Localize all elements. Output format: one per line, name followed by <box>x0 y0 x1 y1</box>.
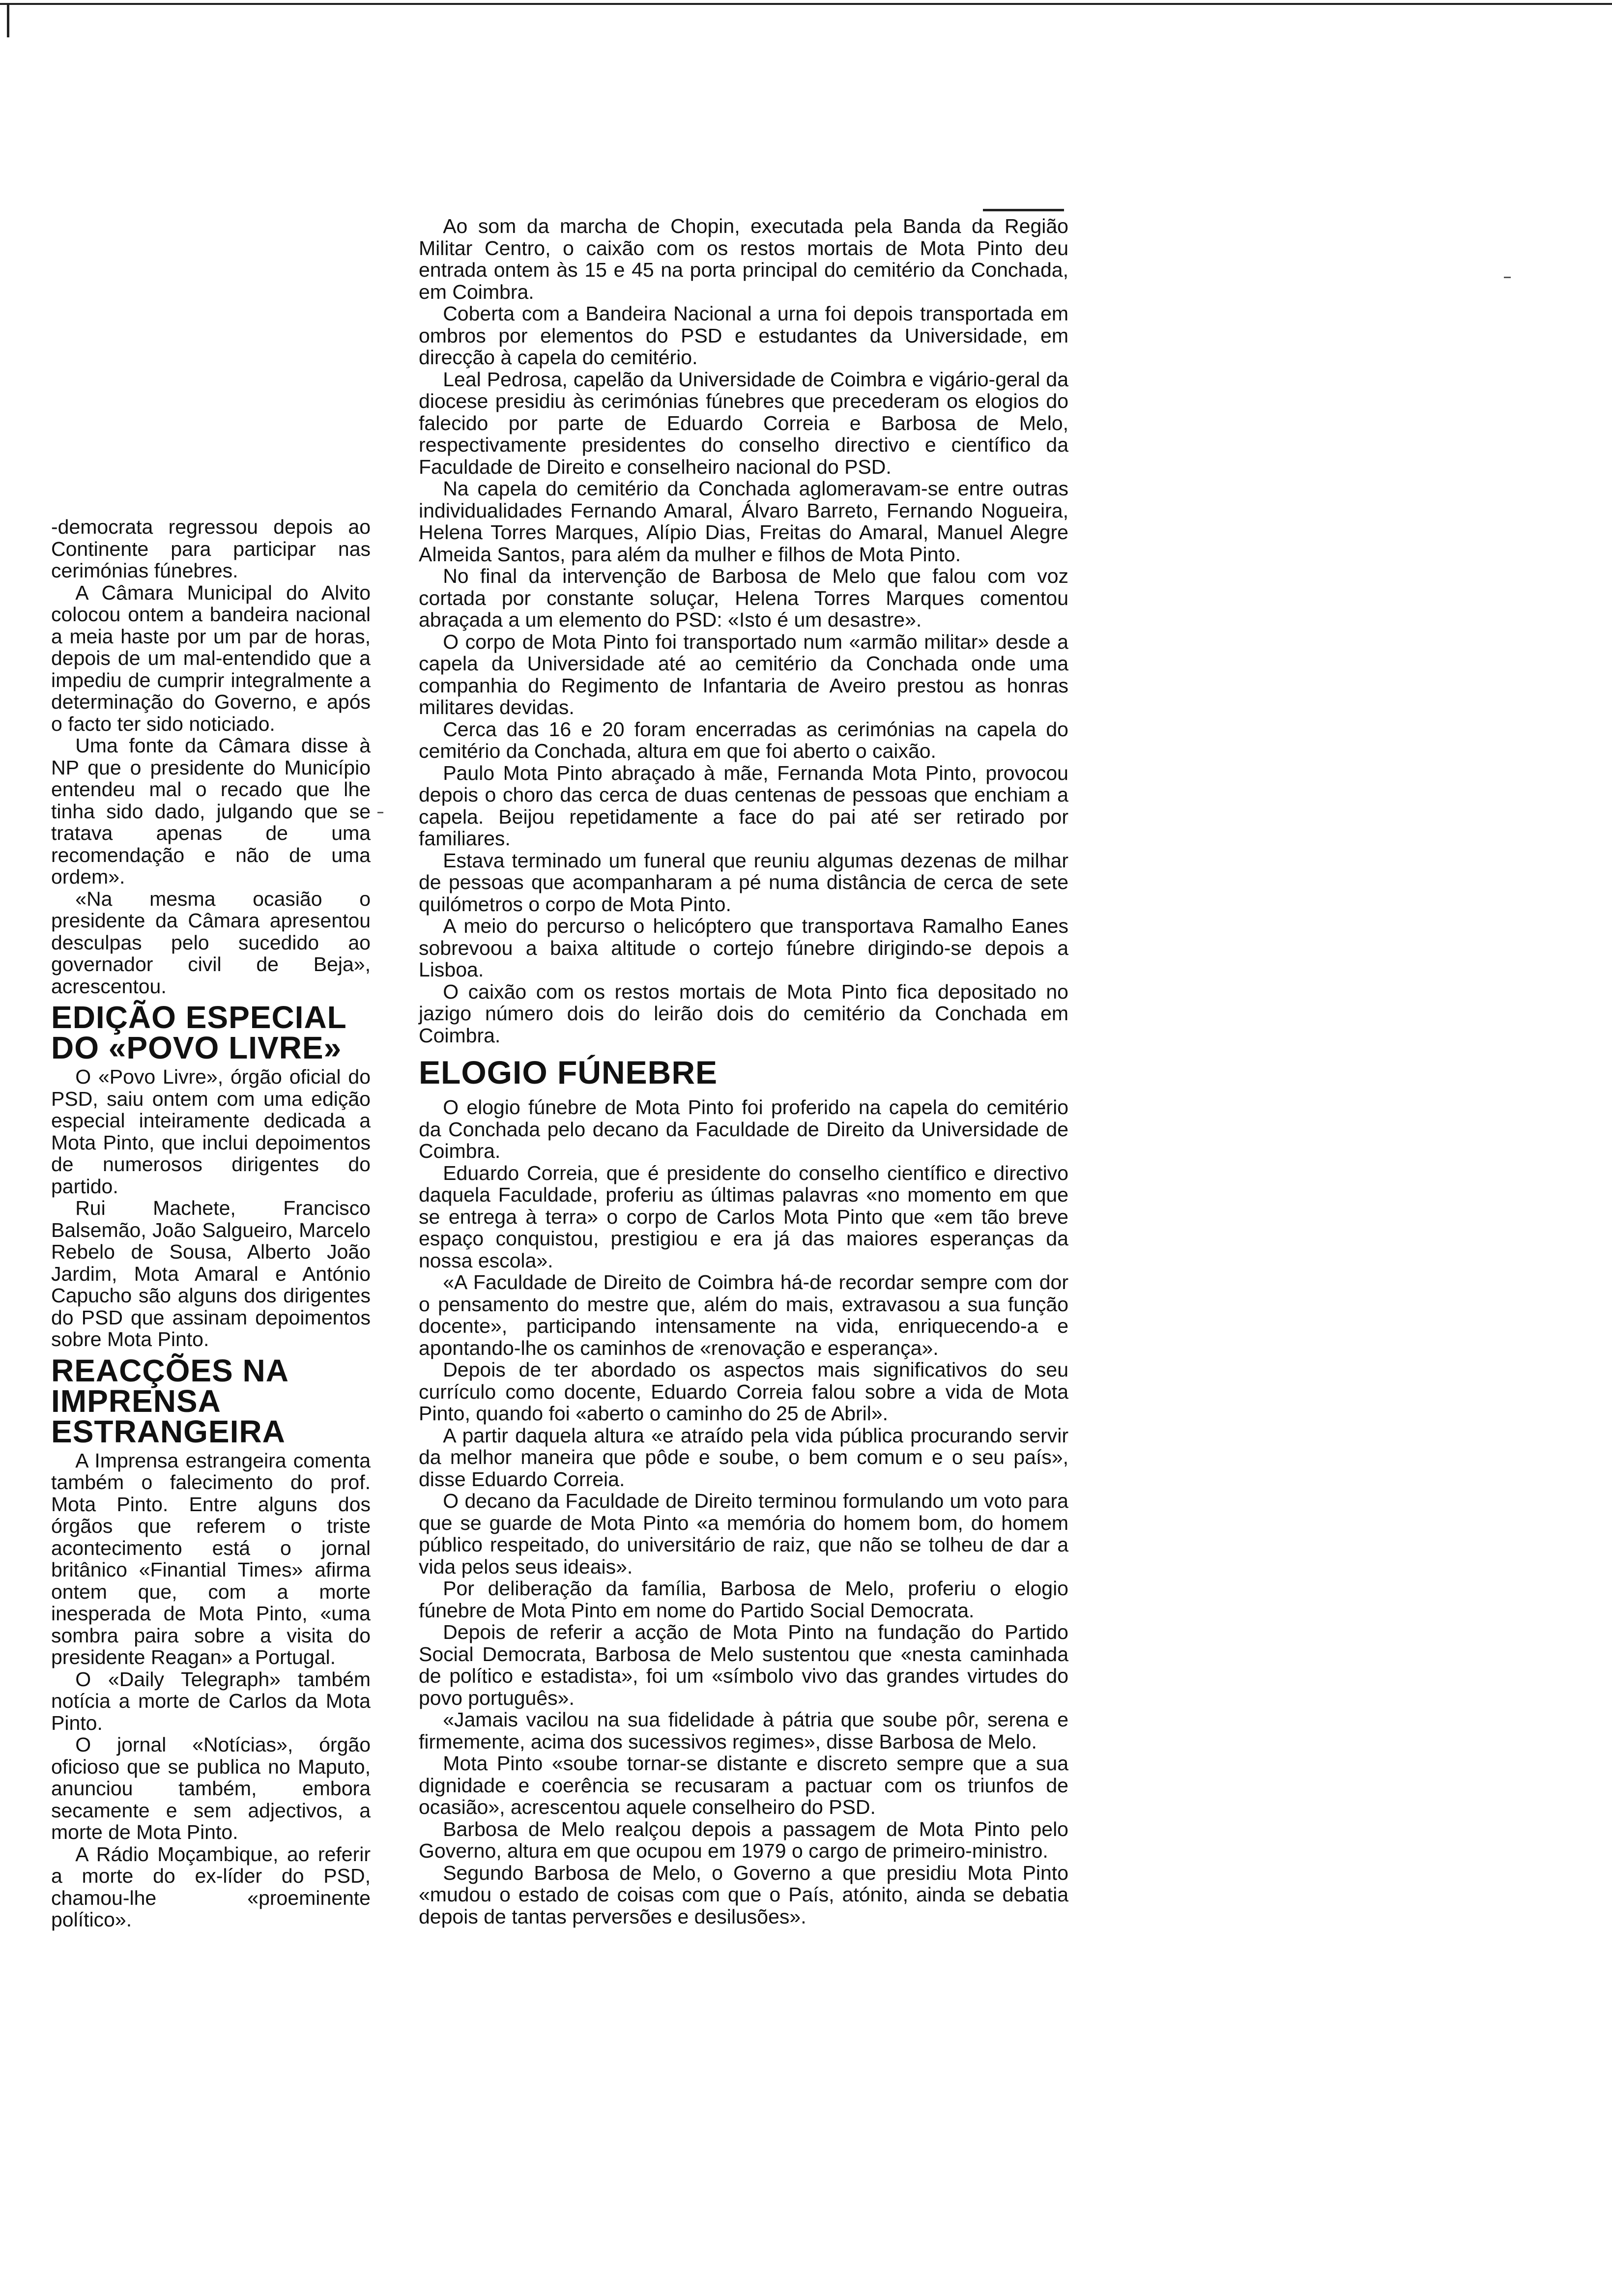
paragraph: A Rádio Moçambique, ao referir a morte do ex-líder do PSD, chamou-lhe «proeminente político». <box>51 1842 371 1931</box>
paragraph: Coberta com a Bandeira Nacional a urna foi depois transportada em ombros por elementos do PSD e estudantes da Universidade, em direcção à capela do cemitério. <box>419 302 1068 369</box>
paragraph: Mota Pinto «soube tornar-se distante e discreto sempre que a sua dignidade e coerência se recusaram a pactuar com os triunfos de ocasião», acrescentou aquele conselheiro do PSD. <box>419 1752 1068 1818</box>
corner-rule <box>7 3 9 37</box>
paragraph: Por deliberação da família, Barbosa de Melo, proferiu o elogio fúnebre de Mota Pinto em nome do Partido Social Democrata. <box>419 1577 1068 1622</box>
paragraph: Rui Machete, Francisco Balsemão, João Salgueiro, Marcelo Rebelo de Sousa, Alberto João Jardim, Mota Amaral e António Capucho são alguns dos dirigentes do PSD que assinam depoimentos sobre Mota Pinto. <box>51 1197 371 1350</box>
section-heading: REACÇÕES NA IMPRENSA ESTRANGEIRA <box>51 1352 288 1449</box>
article-rule <box>983 209 1064 211</box>
paragraph: A Imprensa estrangeira comenta também o falecimento do prof. Mota Pinto. Entre alguns dos órgãos que referem o triste acontecimento está o jornal britânico «Finantial Times» afirma ontem que, com a morte inesperada de Mota Pinto, «uma sombra paira sobre a visita do presidente Reagan» a Portugal. <box>51 1449 371 1668</box>
paragraph: «A Faculdade de Direito de Coimbra há-de recordar sempre com dor o pensamento do mestre que, além do mais, extravasou a sua função docente», participando intensamente na vida, enriquecendo-a e apontando-lhe os caminhos de «renovação e esperança». <box>419 1271 1068 1359</box>
scan-mark <box>1504 277 1511 278</box>
paragraph: O jornal «Notícias», órgão oficioso que se publica no Maputo, anunciou também, embora secamente e sem adjectivos, a morte de Mota Pinto. <box>51 1733 371 1843</box>
top-rule <box>0 3 1612 5</box>
paragraph: Depois de referir a acção de Mota Pinto na fundação do Partido Social Democrata, Barbosa de Melo sustentou que «nesta caminhada de político e estadista», foi um «símbolo vivo das grandes virtudes do povo português». <box>419 1621 1068 1709</box>
paragraph: Depois de ter abordado os aspectos mais significativos do seu currículo como docente, Eduardo Correia falou sobre a vida de Mota Pinto, quando foi «aberto o caminho do 25 de Abril». <box>419 1358 1068 1425</box>
paragraph: Eduardo Correia, que é presidente do conselho científico e directivo daquela Faculdade, proferiu as últimas palavras «no momento em que se entrega à terra» o corpo de Carlos Mota Pinto que «em tão breve espaço conquistou, prestigiou e era já das maiores esperanças da nossa escola». <box>419 1161 1068 1272</box>
paragraph: Cerca das 16 e 20 foram encerradas as cerimónias na capela do cemitério da Conchada, altura em que foi aberto o caixão. <box>419 718 1068 762</box>
paragraph: O «Daily Telegraph» também notícia a morte de Carlos da Mota Pinto. <box>51 1667 371 1734</box>
scan-mark <box>377 812 383 813</box>
paragraph: Barbosa de Melo realçou depois a passagem de Mota Pinto pelo Governo, altura em que ocupou em 1979 o cargo de primeiro-ministro. <box>419 1817 1068 1862</box>
paragraph: A meio do percurso o helicóptero que transportava Ramalho Eanes sobrevoou a baixa altitude o cortejo fúnebre dirigindo-se depois a Lisboa. <box>419 915 1068 981</box>
paragraph: Estava terminado um funeral que reuniu algumas dezenas de milhar de pessoas que acompanharam a pé numa distância de cerca de sete quilómetros o corpo de Mota Pinto. <box>419 849 1068 916</box>
paragraph: O «Povo Livre», órgão oficial do PSD, saiu ontem com uma edição especial inteiramente dedicada a Mota Pinto, que inclui depoimentos de numerosos dirigentes do partido. <box>51 1065 371 1198</box>
paragraph: O corpo de Mota Pinto foi transportado num «armão militar» desde a capela da Universidade até ao cemitério da Conchada onde uma companhia do Regimento de Infantaria de Aveiro prestou as honras militares devidas. <box>419 630 1068 718</box>
section-heading: EDIÇÃO ESPECIAL DO «POVO LIVRE» <box>51 1000 346 1065</box>
section-heading: ELOGIO FÚNEBRE <box>419 1054 718 1091</box>
paragraph: Segundo Barbosa de Melo, o Governo a que presidiu Mota Pinto «mudou o estado de coisas com que o País, atónito, ainda se debatia depois de tantas perversões e desilusões». <box>419 1861 1068 1928</box>
paragraph: Uma fonte da Câmara disse à NP que o presidente do Município entendeu mal o recado que lhe tinha sido dado, julgando que se tratava apenas de uma recomendação e não de uma ordem». <box>51 734 371 888</box>
left-column <box>51 516 371 1931</box>
paragraph: A Câmara Municipal do Alvito colocou ontem a bandeira nacional a meia haste por um par de horas, depois de um mal-entendido que a impediu de cumprir integralmente a determinação do Governo, e após o facto ter sido noticiado. <box>51 581 371 735</box>
paragraph: A partir daquela altura «e atraído pela vida pública procurando servir da melhor maneira que pôde e soube, o bem comum e o seu país», disse Eduardo Correia. <box>419 1424 1068 1491</box>
paragraph: No final da intervenção de Barbosa de Melo que falou com voz cortada por constante soluçar, Helena Torres Marques comentou abraçada a um elemento do PSD: «Isto é um desastre». <box>419 565 1068 631</box>
paragraph: Na capela do cemitério da Conchada aglomeravam-se entre outras individualidades Fernando Amaral, Álvaro Barreto, Fernando Nogueira, Helena Torres Marques, Alípio Dias, Freitas do Amaral, Manuel Alegre Almeida Santos, para além da mulher e filhos de Mota Pinto. <box>419 477 1068 566</box>
paragraph: «Jamais vacilou na sua fidelidade à pátria que soube pôr, serena e firmemente, acima dos sucessivos regimes», disse Barbosa de Melo. <box>419 1708 1068 1753</box>
paragraph: Ao som da marcha de Chopin, executada pela Banda da Região Militar Centro, o caixão com os restos mortais de Mota Pinto deu entrada ontem às 15 e 45 na porta principal do cemitério da Conchada, em Coimbra. <box>419 215 1068 303</box>
paragraph: Paulo Mota Pinto abraçado à mãe, Fernanda Mota Pinto, provocou depois o choro das cerca de duas centenas de pessoas que enchiam a capela. Beijou repetidamente a face do pai até ser retirado por familiares. <box>419 761 1068 850</box>
paragraph: O elogio fúnebre de Mota Pinto foi proferido na capela do cemitério da Conchada pelo decano da Faculdade de Direito da Universidade de Coimbra. <box>419 1096 1068 1162</box>
right-column <box>419 215 1068 1927</box>
paragraph: Leal Pedrosa, capelão da Universidade de Coimbra e vigário-geral da diocese presidiu às cerimónias fúnebres que precederam os elogios do falecido por parte de Eduardo Correia e Barbosa de Melo, respectivamente presidentes do conselho directivo e científico da Faculdade de Direito e conselheiro nacional do PSD. <box>419 368 1068 478</box>
paragraph: -democrata regressou depois ao Continente para participar nas cerimónias fúnebres. <box>51 516 371 582</box>
paragraph: «Na mesma ocasião o presidente da Câmara apresentou desculpas pelo sucedido ao governador civil de Beja», acrescentou. <box>51 887 371 998</box>
paragraph: O decano da Faculdade de Direito terminou formulando um voto para que se guarde de Mota Pinto «a memória do homem bom, do homem público respeitado, do universitário de raiz, que não se tolheu de dar a vida pelos seus ideais». <box>419 1490 1068 1578</box>
paragraph: O caixão com os restos mortais de Mota Pinto fica depositado no jazigo número dois do leirão dois do cemitério da Conchada em Coimbra. <box>419 980 1068 1047</box>
